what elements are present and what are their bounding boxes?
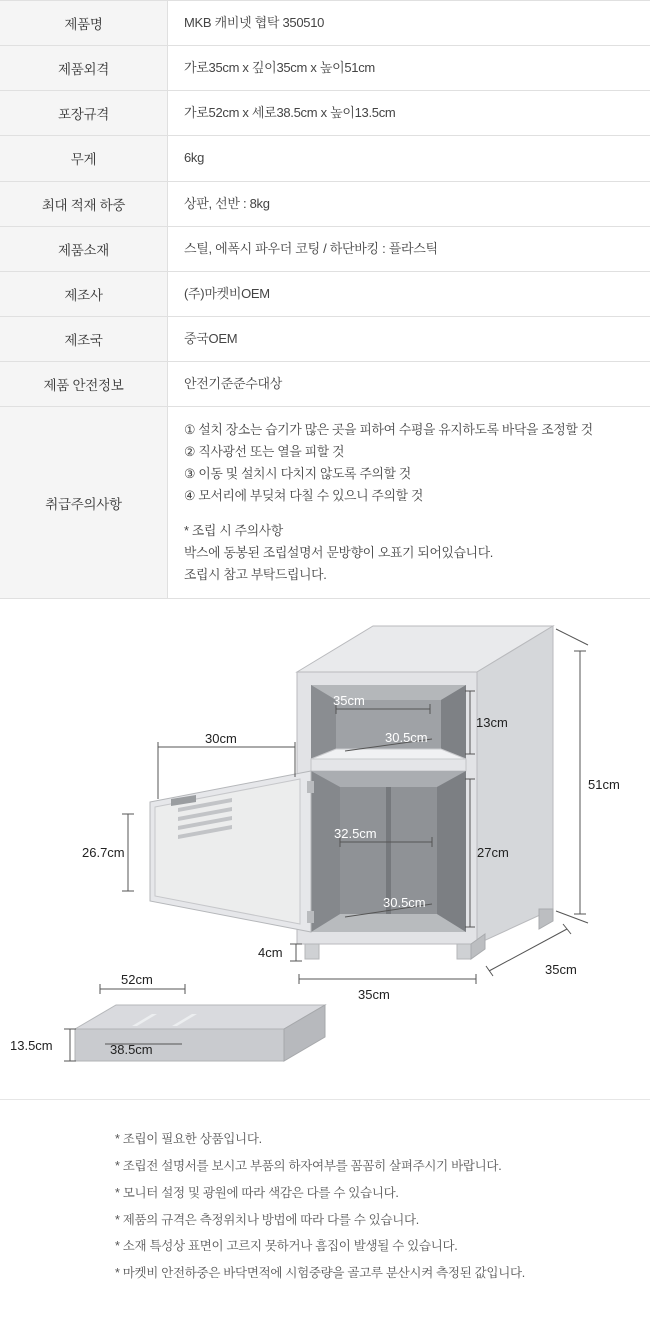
- footer-note: * 소재 특성상 표면이 고르지 못하거나 흠집이 발생될 수 있습니다.: [115, 1237, 535, 1256]
- table-row: [0, 226, 650, 271]
- spec-label: 포장규격: [0, 91, 168, 136]
- table-row: [0, 1, 650, 46]
- spec-value: 중국OEM: [168, 316, 650, 361]
- caution-list: [168, 407, 650, 599]
- product-spec-table: [0, 0, 650, 599]
- table-row: [0, 271, 650, 316]
- table-row: [0, 46, 650, 91]
- spec-value: 안전기준준수대상: [168, 362, 650, 407]
- table-row: [0, 136, 650, 181]
- spec-value: 6kg: [168, 136, 650, 181]
- dim-inner-width: 32.5cm: [334, 826, 377, 841]
- table-row-caution: [0, 407, 650, 599]
- spec-label: 제품외격: [0, 46, 168, 91]
- spec-label: 제조사: [0, 271, 168, 316]
- dim-lower-height: 27cm: [477, 845, 509, 860]
- caution-subtitle: * 조립 시 주의사항: [184, 520, 650, 542]
- footer-note: * 모니터 설정 및 광원에 따라 색감은 다를 수 있습니다.: [115, 1184, 535, 1203]
- dim-total-height: 51cm: [588, 777, 620, 792]
- dim-upper-height: 13cm: [476, 715, 508, 730]
- spec-value: 스틸, 에폭시 파우더 코팅 / 하단바킹 : 플라스틱: [168, 226, 650, 271]
- spec-value: MKB 캐비넷 협탁 350510: [168, 1, 650, 46]
- dim-shelf-width: 35cm: [333, 693, 365, 708]
- caution-line: ③ 이동 및 설치시 다치지 않도록 주의할 것: [184, 463, 650, 485]
- spec-label: 제품명: [0, 1, 168, 46]
- dim-body-depth: 35cm: [545, 962, 577, 977]
- spec-label: 제조국: [0, 316, 168, 361]
- dim-box-depth: 38.5cm: [110, 1042, 153, 1057]
- table-row: [0, 91, 650, 136]
- dim-body-width: 35cm: [358, 987, 390, 1002]
- dim-box-height: 13.5cm: [10, 1038, 53, 1053]
- dim-foot-height: 4cm: [258, 945, 283, 960]
- spec-label: 취급주의사항: [0, 407, 168, 599]
- dim-shelf-depth: 30.5cm: [385, 730, 428, 745]
- footer-note: * 제품의 규격은 측정위치나 방법에 따라 다를 수 있습니다.: [115, 1211, 535, 1230]
- caution-line: ② 직사광선 또는 열을 피할 것: [184, 441, 650, 463]
- dim-box-width: 52cm: [121, 972, 153, 987]
- footer-note: * 마켓비 안전하중은 바닥면적에 시험중량을 골고루 분산시켜 측정된 값입니다.: [115, 1264, 535, 1283]
- dim-door-height: 26.7cm: [82, 845, 125, 860]
- footer-note: * 조립이 필요한 상품입니다.: [115, 1130, 535, 1149]
- dim-door-width: 30cm: [205, 731, 237, 746]
- dim-inner-depth: 30.5cm: [383, 895, 426, 910]
- caution-line: ① 설치 장소는 습기가 많은 곳을 피하여 수평을 유지하도록 바닥을 조정할 것: [184, 419, 650, 441]
- caution-subline: 조립시 참고 부탁드립니다.: [184, 564, 650, 586]
- spec-label: 무게: [0, 136, 168, 181]
- table-row: [0, 362, 650, 407]
- spec-value: 가로35cm x 깊이35cm x 높이51cm: [168, 46, 650, 91]
- caution-subline: 박스에 동봉된 조립설명서 문방향이 오표기 되어있습니다.: [184, 542, 650, 564]
- caution-line: ④ 모서리에 부딪쳐 다칠 수 있으니 주의할 것: [184, 485, 650, 507]
- footer-note: * 조립전 설명서를 보시고 부품의 하자여부를 꼼꼼히 살펴주시기 바랍니다.: [115, 1157, 535, 1176]
- table-row: [0, 181, 650, 226]
- footer-notes-inner: [115, 1130, 535, 1291]
- spec-label: 제품소재: [0, 226, 168, 271]
- spec-label: 제품 안전정보: [0, 362, 168, 407]
- spec-label: 최대 적재 하중: [0, 181, 168, 226]
- spec-value: 상판, 선반 : 8kg: [168, 181, 650, 226]
- spec-value: (주)마켓비OEM: [168, 271, 650, 316]
- dimension-diagram: [0, 599, 650, 1100]
- footer-notes: [0, 1100, 650, 1331]
- table-row: [0, 316, 650, 361]
- spacer: [184, 507, 650, 520]
- spec-value: 가로52cm x 세로38.5cm x 높이13.5cm: [168, 91, 650, 136]
